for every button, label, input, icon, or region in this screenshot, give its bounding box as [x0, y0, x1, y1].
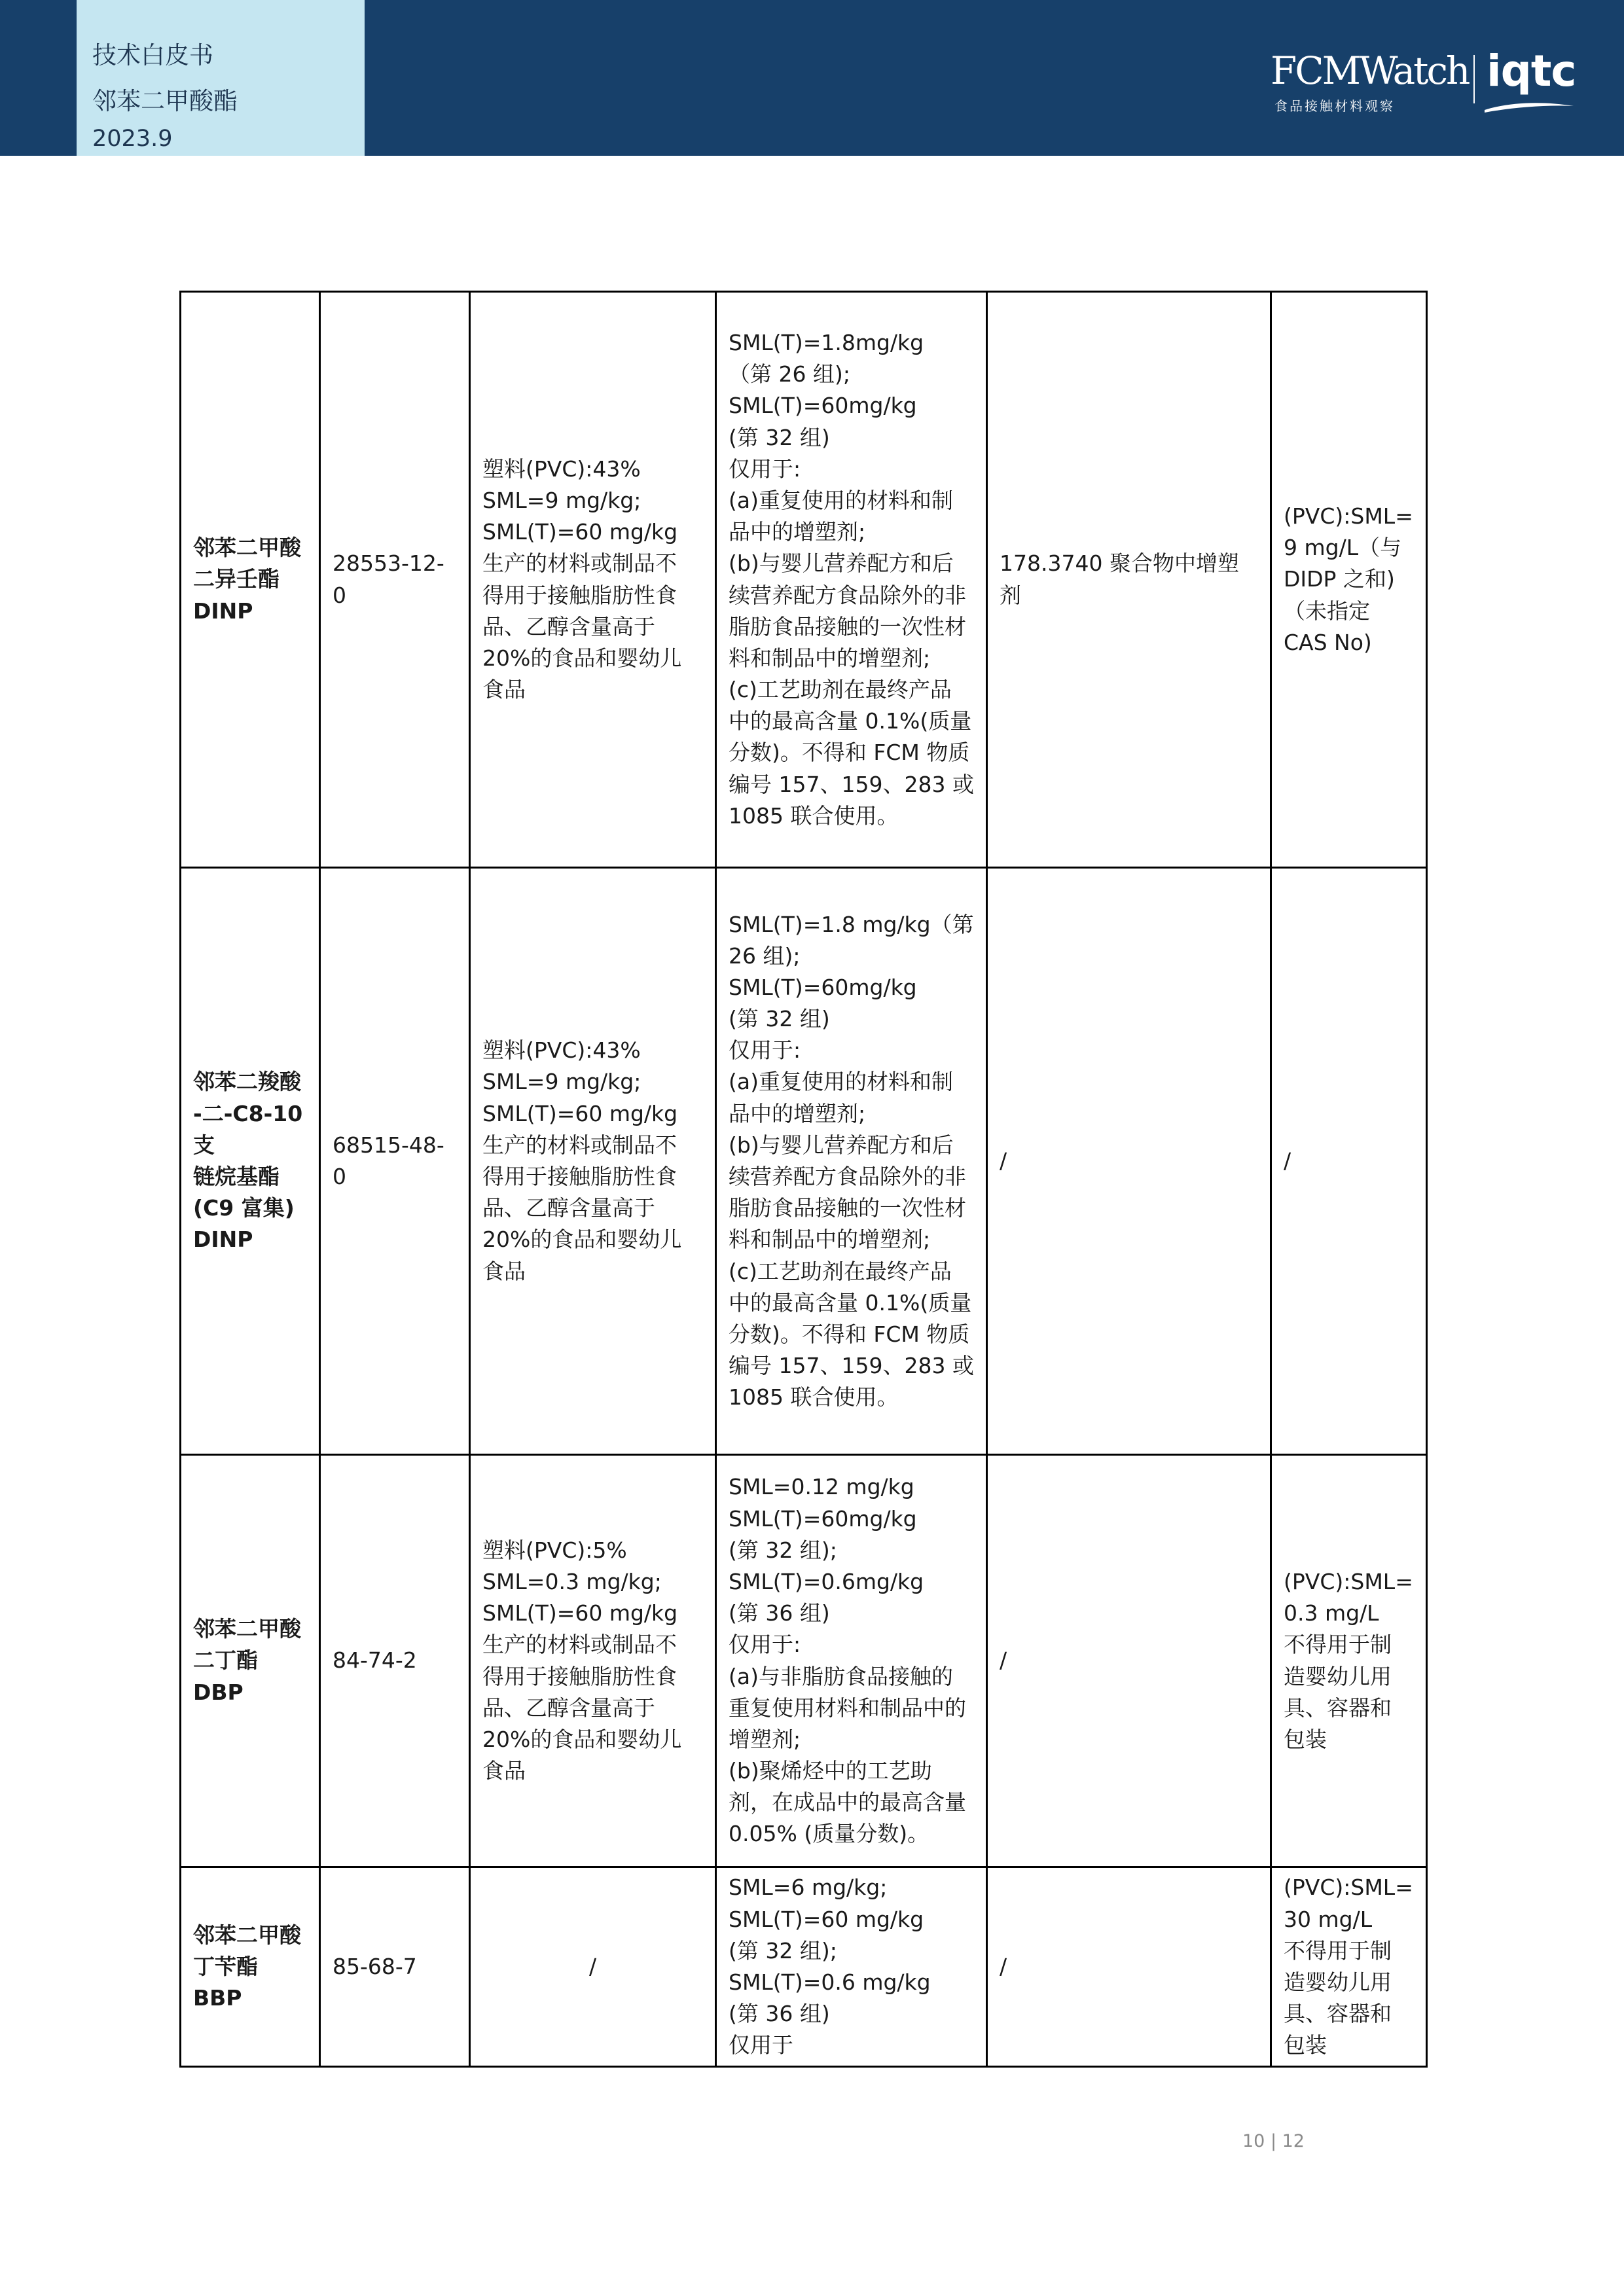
cell-line: 邻苯二羧酸: [193, 1069, 301, 1095]
cell-line: /: [1000, 1953, 1007, 1979]
iqtc-logo: iqtc: [1487, 46, 1576, 96]
cell-line: 编号 157、159、283 或: [729, 1353, 974, 1379]
document-topic: 邻苯二甲酸酯: [92, 87, 238, 115]
limit-note-cell: [1271, 868, 1427, 1455]
cell-line: 具、容器和: [1284, 1695, 1392, 1721]
cell-line: 塑料(PVC):43%: [482, 1037, 641, 1064]
cas-number-cell: 85-68-7: [320, 1867, 470, 2067]
cell-line: 得用于接触脂肪性食: [482, 582, 677, 608]
cell-line: 二丁酯: [193, 1647, 258, 1674]
cell-line: SML=0.3 mg/kg;: [482, 1568, 662, 1594]
cell-line: 脂肪食品接触的一次性材: [729, 1195, 966, 1221]
cell-line: (PVC):SML=: [1284, 503, 1413, 529]
limit-note-cell: [1271, 292, 1427, 868]
cell-line: 食品: [482, 677, 526, 703]
brand-logos: [1271, 46, 1576, 118]
cell-line: 二异壬酯: [193, 566, 280, 592]
plastic-limit-cell: [470, 1455, 716, 1867]
logo-divider: [1473, 55, 1475, 103]
cell-line: SML(T)=60 mg/kg: [482, 519, 678, 545]
regulation-cell: [987, 1867, 1271, 2067]
cell-line: （未指定: [1284, 598, 1370, 624]
cell-line: 1085 联合使用。: [729, 802, 899, 829]
cell-line: (PVC):SML=: [1284, 1568, 1413, 1594]
restriction-cell: [716, 1455, 987, 1867]
cell-line: /: [1284, 1147, 1291, 1174]
cell-line: 邻苯二甲酸: [193, 1922, 301, 1948]
cell-line: 邻苯二甲酸: [193, 1616, 301, 1642]
regulation-cell: [987, 1455, 1271, 1867]
cell-line: 中的最高含量 0.1%(质量: [729, 1289, 972, 1316]
cell-line: 不得用于制: [1284, 1937, 1392, 1964]
cell-line: SML=6 mg/kg;: [729, 1874, 888, 1901]
cell-line: 仅用于:: [729, 456, 801, 482]
cell-line: DIDP 之和): [1284, 566, 1395, 592]
cell-line: SML=9 mg/kg;: [482, 1069, 641, 1095]
cell-line: 料和制品中的增塑剂;: [729, 645, 931, 671]
regulation-cell: [987, 868, 1271, 1455]
cell-line: SML(T)=60 mg/kg: [482, 1100, 678, 1126]
cell-line: 品、乙醇含量高于: [482, 1695, 655, 1721]
cell-line: (第 36 组): [729, 1600, 830, 1626]
cell-line: (a)重复使用的材料和制: [729, 487, 953, 513]
cell-line: 品中的增塑剂;: [729, 519, 866, 545]
cell-line: DINP: [193, 598, 253, 624]
cell-line: /: [588, 1953, 597, 1979]
cell-line: (C9 富集): [193, 1195, 295, 1221]
document-info-panel: [77, 0, 365, 156]
cell-line: 造婴幼儿用: [1284, 1663, 1392, 1689]
cell-line: 26 组);: [729, 942, 801, 969]
limit-note-cell: [1271, 1455, 1427, 1867]
cell-line: 1085 联合使用。: [729, 1384, 899, 1410]
cell-line: 仅用于:: [729, 1037, 801, 1064]
substance-name-cell: [181, 1455, 320, 1867]
cell-line: （第 26 组);: [729, 361, 850, 387]
cell-line: SML(T)=0.6mg/kg: [729, 1568, 924, 1594]
cell-line: 生产的材料或制品不: [482, 1132, 677, 1158]
cell-line: 0.3 mg/L: [1284, 1600, 1379, 1626]
cell-line: 0.05% (质量分数)。: [729, 1821, 929, 1847]
cell-line: 178.3740 聚合物中增塑剂: [1000, 550, 1239, 608]
cell-line: 生产的材料或制品不: [482, 1632, 677, 1658]
cas-number-cell: 28553-12-0: [320, 292, 470, 868]
cell-line: 分数)。不得和 FCM 物质: [729, 740, 970, 766]
cell-line: 编号 157、159、283 或: [729, 771, 974, 797]
cell-line: (第 32 组);: [729, 1537, 837, 1563]
cell-line: 具、容器和: [1284, 2001, 1392, 2027]
cell-line: 邻苯二甲酸: [193, 535, 301, 561]
cell-line: 脂肪食品接触的一次性材: [729, 613, 966, 639]
restriction-cell: [716, 868, 987, 1455]
cell-line: (第 32 组): [729, 424, 830, 450]
cell-line: (a)重复使用的材料和制: [729, 1069, 953, 1095]
cell-line: 包装: [1284, 2032, 1327, 2058]
cell-line: 20%的食品和婴幼儿: [482, 645, 682, 671]
cell-line: SML(T)=60mg/kg: [729, 1505, 917, 1532]
cell-line: 重复使用材料和制品中的: [729, 1695, 966, 1721]
cell-line: SML(T)=0.6 mg/kg: [729, 1969, 931, 1995]
page-header: [0, 0, 1624, 156]
cell-line: 仅用于:: [729, 1632, 801, 1658]
table-row: [181, 1867, 1427, 2067]
cas-number-cell: 84-74-2: [320, 1455, 470, 1867]
cell-line: BBP: [193, 1985, 242, 2011]
cell-line: 9 mg/L（与: [1284, 535, 1402, 561]
cell-line: 分数)。不得和 FCM 物质: [729, 1321, 970, 1347]
cell-line: 得用于接触脂肪性食: [482, 1164, 677, 1189]
cell-line: 食品: [482, 1258, 526, 1284]
cell-line: SML=9 mg/kg;: [482, 487, 641, 513]
cas-number-cell: 68515-48-0: [320, 868, 470, 1455]
substance-table: [179, 291, 1428, 2068]
table-row: [181, 1455, 1427, 1867]
substance-name-cell: [181, 868, 320, 1455]
cell-line: (第 36 组): [729, 2001, 830, 2027]
cell-line: 包装: [1284, 1726, 1327, 1752]
cell-line: 塑料(PVC):43%: [482, 456, 641, 482]
cell-line: -二-C8-10 支: [193, 1100, 303, 1158]
cell-line: 续营养配方食品除外的非: [729, 1164, 966, 1189]
limit-note-cell: [1271, 1867, 1427, 2067]
cell-line: SML(T)=1.8mg/kg: [729, 330, 924, 356]
restriction-cell: [716, 1867, 987, 2067]
cell-line: 增塑剂;: [729, 1726, 801, 1752]
cell-line: 品、乙醇含量高于: [482, 613, 655, 639]
cell-line: SML(T)=1.8 mg/kg（第: [729, 911, 974, 937]
restriction-cell: [716, 292, 987, 868]
cell-line: (第 32 组);: [729, 1937, 837, 1964]
document-date: 2023.9: [92, 126, 173, 152]
cell-line: SML(T)=60mg/kg: [729, 974, 917, 1000]
cell-line: 不得用于制: [1284, 1632, 1392, 1658]
cell-line: SML(T)=60 mg/kg: [729, 1906, 924, 1932]
cell-line: (第 32 组): [729, 1006, 830, 1032]
cell-line: /: [1000, 1647, 1007, 1674]
cell-line: 链烷基酯: [193, 1164, 280, 1189]
cell-line: 得用于接触脂肪性食: [482, 1663, 677, 1689]
cell-line: 食品: [482, 1758, 526, 1784]
iqtc-swoosh-icon: [1483, 99, 1575, 114]
cell-line: 料和制品中的增塑剂;: [729, 1227, 931, 1253]
cell-line: 20%的食品和婴幼儿: [482, 1227, 682, 1253]
plastic-limit-cell: [470, 292, 716, 868]
fcmwatch-tagline: 食品接触材料观察: [1274, 98, 1395, 114]
cell-line: 20%的食品和婴幼儿: [482, 1726, 682, 1752]
substance-name-cell: [181, 292, 320, 868]
cell-line: 品中的增塑剂;: [729, 1100, 866, 1126]
cell-line: 30 mg/L: [1284, 1906, 1373, 1932]
cell-line: 仅用于: [729, 2032, 793, 2058]
plastic-limit-cell: [470, 1867, 716, 2067]
table-row: [181, 292, 1427, 868]
cell-line: DINP: [193, 1227, 253, 1253]
cell-line: 生产的材料或制品不: [482, 550, 677, 577]
cell-line: (a)与非脂肪食品接触的: [729, 1663, 953, 1689]
regulation-cell: [987, 292, 1271, 868]
cell-line: DBP: [193, 1679, 244, 1705]
cell-line: 剂，在成品中的最高含量: [729, 1789, 966, 1816]
table-row: [181, 868, 1427, 1455]
plastic-limit-cell: [470, 868, 716, 1455]
cell-line: (c)工艺助剂在最终产品: [729, 1258, 952, 1284]
cell-line: 品、乙醇含量高于: [482, 1195, 655, 1221]
cell-line: 续营养配方食品除外的非: [729, 582, 966, 608]
cell-line: SML=0.12 mg/kg: [729, 1474, 914, 1500]
cell-line: SML(T)=60mg/kg: [729, 393, 917, 419]
cell-line: (b)与婴儿营养配方和后: [729, 1132, 954, 1158]
cell-line: (b)与婴儿营养配方和后: [729, 550, 954, 577]
cell-line: CAS No): [1284, 629, 1372, 655]
fcmwatch-logo: FCMWatch: [1271, 48, 1469, 93]
cell-line: 中的最高含量 0.1%(质量: [729, 708, 972, 734]
cell-line: 丁苄酯: [193, 1953, 258, 1979]
cell-line: 造婴幼儿用: [1284, 1969, 1392, 1995]
page-number: 10 | 12: [1242, 2131, 1305, 2151]
document-type: 技术白皮书: [92, 41, 213, 69]
cell-line: (PVC):SML=: [1284, 1874, 1413, 1901]
cell-line: /: [1000, 1147, 1007, 1174]
cell-line: 塑料(PVC):5%: [482, 1537, 627, 1563]
cell-line: (b)聚烯烃中的工艺助: [729, 1758, 932, 1784]
substance-name-cell: [181, 1867, 320, 2067]
cell-line: SML(T)=60 mg/kg: [482, 1600, 678, 1626]
cell-line: (c)工艺助剂在最终产品: [729, 677, 952, 703]
